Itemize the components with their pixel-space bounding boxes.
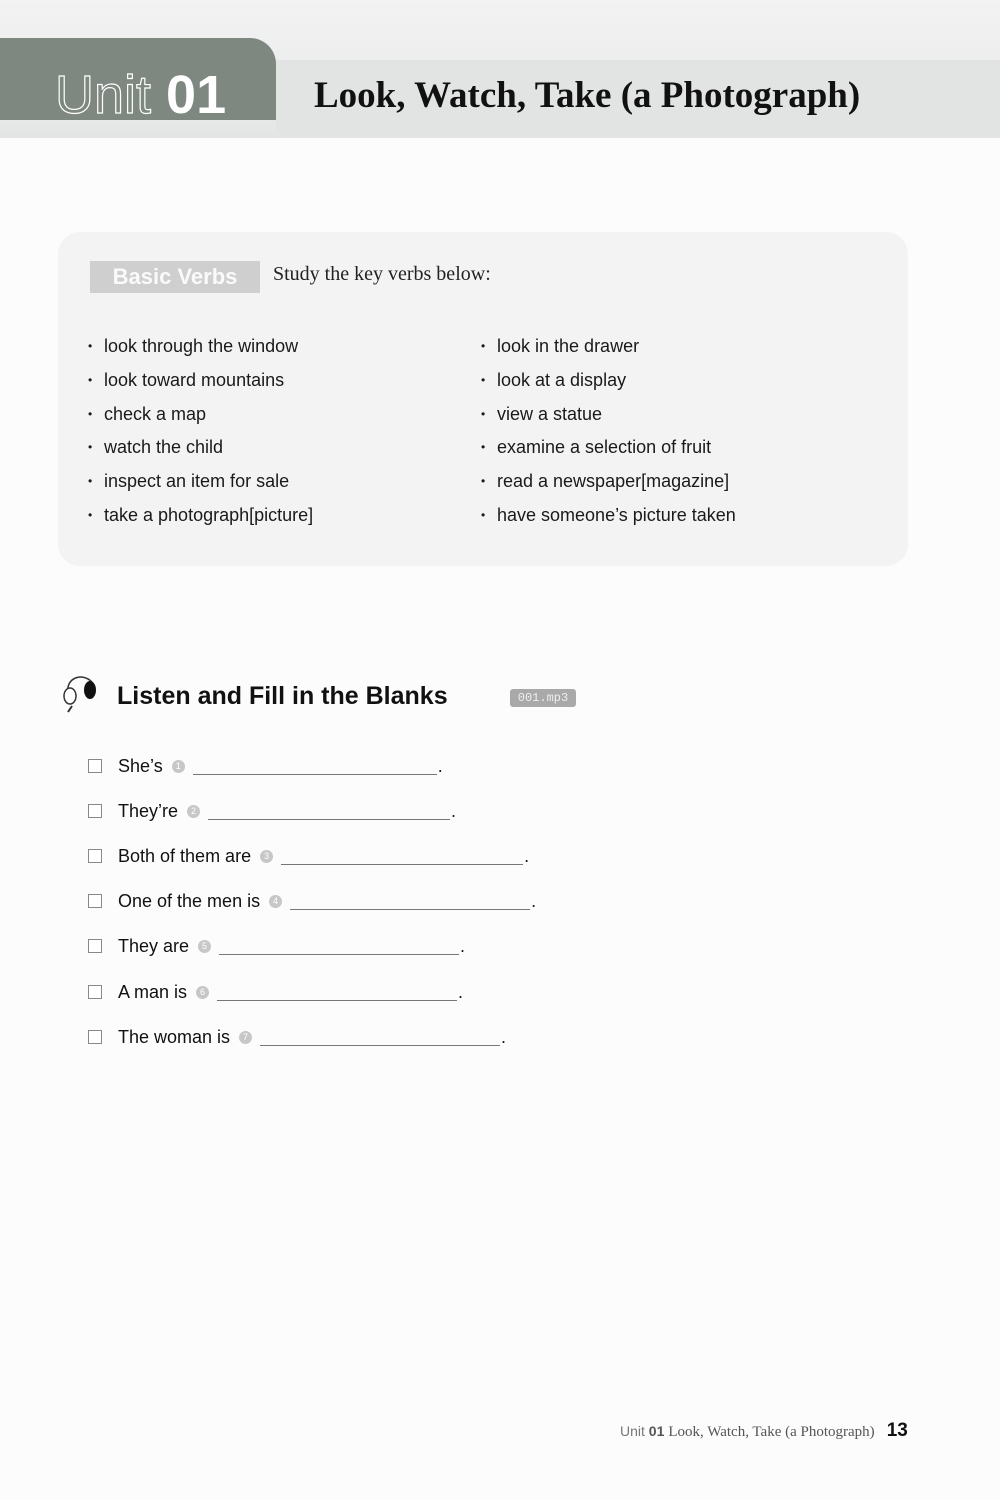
answer-blank[interactable] [217, 984, 457, 1001]
footer-unit-word: Unit [620, 1423, 645, 1439]
fill-blank-item [88, 753, 443, 779]
verb-text: look toward mountains [104, 369, 285, 390]
sentence-stem: They’re [118, 800, 179, 821]
item-number-badge: 4 [269, 895, 282, 908]
period: . [451, 800, 457, 821]
bullet-icon: • [481, 372, 486, 387]
verb-item [88, 368, 313, 402]
period: . [437, 755, 443, 776]
answer-blank[interactable] [260, 1029, 500, 1046]
checkbox[interactable] [88, 849, 102, 863]
basic-verbs-instruction: Study the key verbs below: [273, 263, 491, 285]
verb-text: look at a display [497, 369, 627, 390]
page-title: Look, Watch, Take (a Photograph) [314, 75, 861, 116]
bullet-icon: • [481, 474, 486, 489]
verb-item [481, 334, 736, 368]
fill-blank-item [88, 933, 465, 959]
fill-blank-item [88, 888, 536, 914]
fill-blank-item [88, 798, 456, 824]
bullet-icon: • [88, 474, 93, 489]
bullet-icon: • [88, 440, 93, 455]
answer-blank[interactable] [208, 803, 450, 820]
period: . [524, 845, 530, 866]
period: . [501, 1026, 507, 1047]
footer-unit-number: 01 [648, 1423, 665, 1439]
bullet-icon: • [481, 507, 486, 522]
verb-item [481, 402, 736, 436]
period: . [460, 935, 466, 956]
sentence-stem: They are [118, 935, 190, 956]
verb-text: look through the window [104, 336, 299, 356]
footer-title: Look, Watch, Take (a Photograph) [668, 1424, 875, 1440]
verb-text: read a newspaper[magazine] [497, 471, 730, 492]
answer-blank[interactable] [281, 848, 523, 865]
verb-text: view a statue [497, 403, 603, 424]
verb-text: inspect an item for sale [104, 471, 290, 492]
sentence-stem: Both of them are [118, 845, 252, 866]
verb-text: watch the child [104, 437, 224, 458]
unit-label [55, 65, 227, 125]
checkbox[interactable] [88, 985, 102, 999]
page-footer [620, 1420, 908, 1442]
checkbox[interactable] [88, 939, 102, 953]
audio-file-badge[interactable]: 001.mp3 [510, 689, 576, 707]
bullet-icon: • [481, 406, 486, 421]
verb-item [88, 334, 313, 368]
item-number-badge: 5 [198, 940, 211, 953]
bullet-icon: • [88, 372, 93, 387]
footer-unit [620, 1423, 664, 1439]
fill-blank-item [88, 843, 529, 869]
checkbox[interactable] [88, 759, 102, 773]
bullet-icon: • [88, 339, 93, 353]
unit-word: Unit [55, 65, 152, 125]
checkbox[interactable] [88, 1030, 102, 1044]
basic-verbs-badge: Basic Verbs [90, 261, 260, 293]
fill-blank-item [88, 1024, 506, 1050]
period: . [531, 890, 537, 911]
sentence-stem: The woman is [118, 1026, 231, 1047]
item-number-badge: 7 [239, 1031, 252, 1044]
sentence-stem: A man is [118, 981, 188, 1002]
verb-item [88, 469, 313, 503]
answer-blank[interactable] [290, 893, 530, 910]
answer-blank[interactable] [193, 758, 437, 775]
bullet-icon: • [88, 406, 93, 421]
verb-list-left [88, 334, 313, 537]
answer-blank[interactable] [219, 938, 459, 955]
page-number: 13 [886, 1420, 908, 1441]
item-number-badge: 1 [172, 760, 185, 773]
verb-text: take a photograph[picture] [104, 504, 314, 525]
item-number-badge: 6 [196, 986, 209, 999]
verb-item [88, 402, 313, 436]
verb-item [481, 469, 736, 503]
item-number-badge: 3 [260, 850, 273, 863]
verb-text: look in the drawer [497, 336, 640, 356]
verb-item [88, 435, 313, 469]
sentence-stem: One of the men is [118, 890, 261, 911]
verb-list-right [481, 334, 736, 537]
verb-item [481, 503, 736, 537]
verb-text: check a map [104, 403, 207, 424]
bullet-icon: • [481, 339, 486, 353]
bullet-icon: • [481, 440, 486, 455]
period: . [458, 981, 464, 1002]
item-number-badge: 2 [187, 805, 200, 818]
unit-number: 01 [166, 65, 227, 125]
verb-item [88, 503, 313, 537]
verb-item [481, 368, 736, 402]
checkbox[interactable] [88, 804, 102, 818]
listen-section-title: Listen and Fill in the Blanks [117, 682, 448, 710]
fill-blank-item [88, 979, 463, 1005]
verb-item [481, 435, 736, 469]
sentence-stem: She’s [118, 755, 163, 776]
verb-text: examine a selection of fruit [497, 437, 712, 458]
headphones-icon [60, 670, 100, 714]
checkbox[interactable] [88, 894, 102, 908]
verb-text: have someone’s picture taken [497, 504, 736, 525]
bullet-icon: • [88, 507, 93, 522]
